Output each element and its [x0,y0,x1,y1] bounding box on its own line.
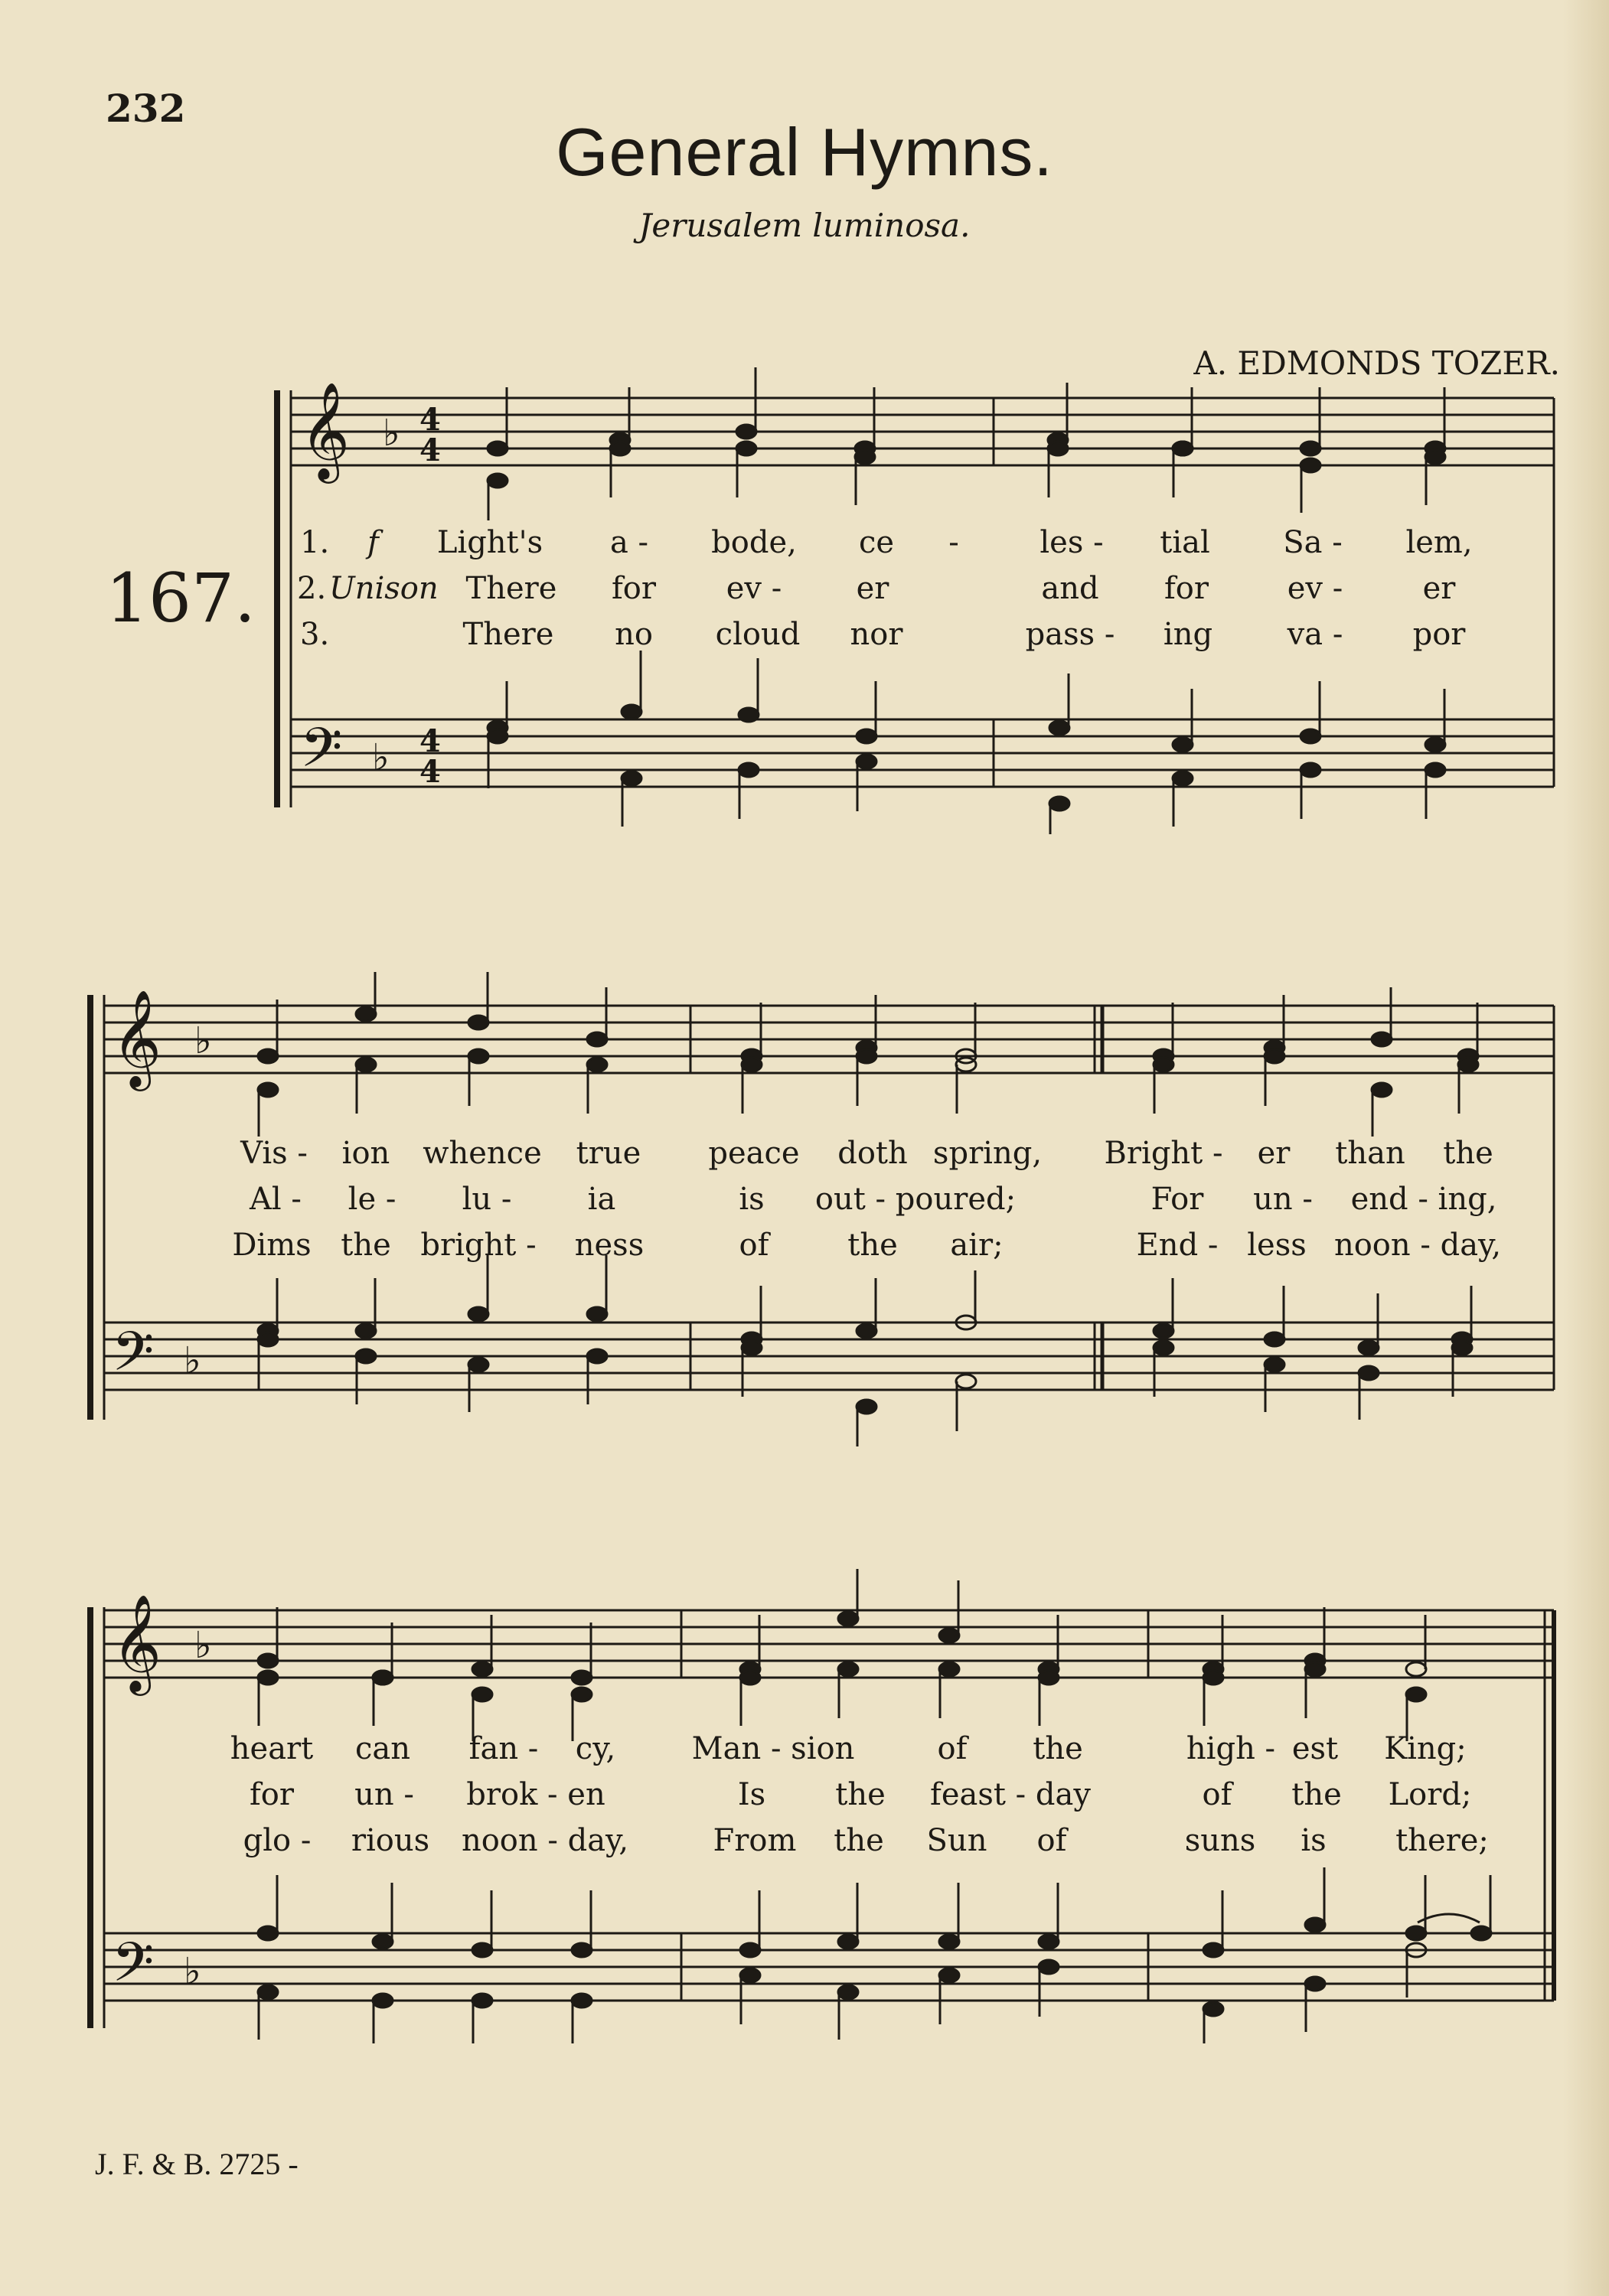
lyric-syllable: spring, [932,1136,1043,1171]
verse-label: 3. [300,617,330,652]
lyric-syllable: lem, [1405,525,1473,560]
lyric-syllable: than [1335,1136,1405,1171]
lyric-syllable: Vis - [240,1136,308,1171]
lyric-syllable: bode, [711,525,797,560]
lyric-syllable: of [739,1228,769,1263]
lyric-syllable: there; [1395,1823,1489,1858]
verse-label: 2. [297,571,327,606]
lyric-syllable: Is [737,1777,766,1812]
lyrics-system-2-verse-1 [0,1136,1609,1174]
lyric-syllable: rious [351,1823,430,1858]
lyrics-system-3-verse-2 [0,1777,1609,1815]
lyric-syllable: the [847,1228,898,1263]
hymn-number: 167. [106,559,256,638]
lyric-syllable: er [1422,571,1456,606]
svg-text:4: 4 [419,754,441,790]
lyric-syllable: est [1291,1731,1339,1766]
lyric-syllable: end - ing, [1350,1182,1497,1217]
lyric-syllable: peace [708,1136,800,1171]
page-number: 232 [106,86,186,131]
lyrics-system-1-verse-2 [0,571,1609,609]
lyric-syllable: Dims [232,1228,312,1263]
lyric-syllable: er [1257,1136,1291,1171]
lyric-syllable: the [1291,1777,1342,1812]
svg-text:4: 4 [419,432,441,468]
svg-text:♭: ♭ [372,736,390,779]
lyric-syllable: noon - day, [461,1823,629,1858]
lyric-syllable: ing [1163,617,1213,652]
lyric-syllable: doth [837,1136,908,1171]
lyric-syllable: whence [423,1136,542,1171]
svg-text:4: 4 [419,402,441,438]
lyric-syllable: the [1033,1731,1083,1766]
svg-text:4: 4 [419,723,441,759]
lyric-syllable: pass - [1025,617,1115,652]
lyric-syllable: can [354,1731,411,1766]
lyric-syllable: por [1412,617,1466,652]
lyric-syllable: of [1202,1777,1232,1812]
lyrics-system-1-verse-3 [0,617,1609,655]
svg-text:♭: ♭ [194,1624,212,1667]
lyric-syllable: is [739,1182,765,1217]
lyric-syllable: of [1036,1823,1067,1858]
lyric-syllable: for [611,571,657,606]
lyric-syllable: noon - day, [1333,1228,1502,1263]
lyric-syllable: the [835,1777,886,1812]
lyric-syllable: ev - [1287,571,1343,606]
svg-text:𝄢: 𝄢 [112,1931,155,2007]
lyric-syllable: For [1150,1182,1204,1217]
lyric-syllable: tial [1160,525,1210,560]
svg-text:♭: ♭ [184,1950,201,1993]
lyric-syllable: fan - [468,1731,539,1766]
tune-name: Jerusalem luminosa. [638,207,971,244]
lyric-syllable: of [937,1731,968,1766]
lyric-syllable: ia [587,1182,616,1217]
lyric-syllable: is [1301,1823,1327,1858]
lyric-syllable: cy, [575,1731,616,1766]
lyric-syllable: King; [1384,1731,1467,1766]
lyric-syllable: suns [1184,1823,1256,1858]
lyric-syllable: There [462,617,554,652]
lyric-syllable: cloud [715,617,801,652]
lyric-syllable: less [1247,1228,1307,1263]
lyrics-system-2-verse-2 [0,1182,1609,1220]
lyric-syllable: ness [574,1228,645,1263]
svg-text:𝄞: 𝄞 [300,381,351,479]
lyric-syllable: End - [1136,1228,1219,1263]
lyric-syllable: - [948,525,959,560]
lyric-syllable: glo - [243,1823,312,1858]
lyric-syllable: nor [850,617,903,652]
footer-publisher-code: J. F. & B. 2725 - [95,2147,299,2181]
lyric-syllable: no [615,617,653,652]
lyric-syllable: Al - [250,1182,302,1217]
lyric-syllable: lu - [462,1182,512,1217]
lyric-syllable: for [1164,571,1209,606]
lyric-syllable: Bright - [1104,1136,1223,1171]
lyric-syllable: There [465,571,557,606]
lyric-syllable: for [249,1777,295,1812]
lyric-syllable: and [1041,571,1099,606]
lyric-syllable: Light's [436,525,543,560]
lyric-syllable: les - [1039,525,1104,560]
lyric-syllable: ev - [726,571,782,606]
lyric-syllable: heart [230,1731,314,1766]
lyrics-system-1-verse-1 [0,525,1609,563]
lyric-syllable: va - [1287,617,1343,652]
lyric-syllable: air; [950,1228,1004,1263]
lyric-syllable: out - poured; [814,1182,1017,1217]
lyrics-system-3-verse-3 [0,1823,1609,1861]
lyric-syllable: ce [858,525,895,560]
svg-text:♭: ♭ [184,1339,201,1382]
lyric-syllable: Man - sion [691,1731,855,1766]
lyric-syllable: a - [609,525,649,560]
lyric-syllable: feast - day [930,1777,1091,1812]
lyric-syllable: er [856,571,889,606]
composer-credit: A. EDMONDS TOZER. [1193,344,1560,382]
lyric-syllable: Sa - [1283,525,1343,560]
lyric-syllable: un - [354,1777,414,1812]
unison-marking: Unison [329,571,439,606]
svg-text:𝄞: 𝄞 [112,989,162,1087]
lyric-syllable: true [576,1136,641,1171]
svg-text:𝄢: 𝄢 [300,716,343,793]
lyric-syllable: ion [341,1136,390,1171]
lyric-syllable: bright - [420,1228,537,1263]
svg-text:♭: ♭ [383,412,400,455]
svg-text:𝄞: 𝄞 [112,1593,162,1691]
lyrics-system-3-verse-1 [0,1731,1609,1769]
lyric-syllable: the [341,1228,391,1263]
lyric-syllable: Lord; [1388,1777,1472,1812]
lyric-syllable: From [713,1823,797,1858]
lyric-syllable: brok - en [466,1777,605,1812]
lyric-syllable: Sun [926,1823,987,1858]
verse-label: 1. [300,525,330,560]
lyric-syllable: un - [1253,1182,1313,1217]
dynamic-marking: f [367,525,379,560]
lyric-syllable: the [1443,1136,1493,1171]
lyrics-system-2-verse-3 [0,1228,1609,1266]
svg-text:♭: ♭ [194,1019,212,1062]
lyric-syllable: le - [348,1182,397,1217]
page-title: General Hymns. [556,114,1053,190]
lyric-syllable: high - [1186,1731,1276,1766]
lyric-syllable: the [834,1823,884,1858]
svg-text:𝄢: 𝄢 [112,1320,155,1397]
